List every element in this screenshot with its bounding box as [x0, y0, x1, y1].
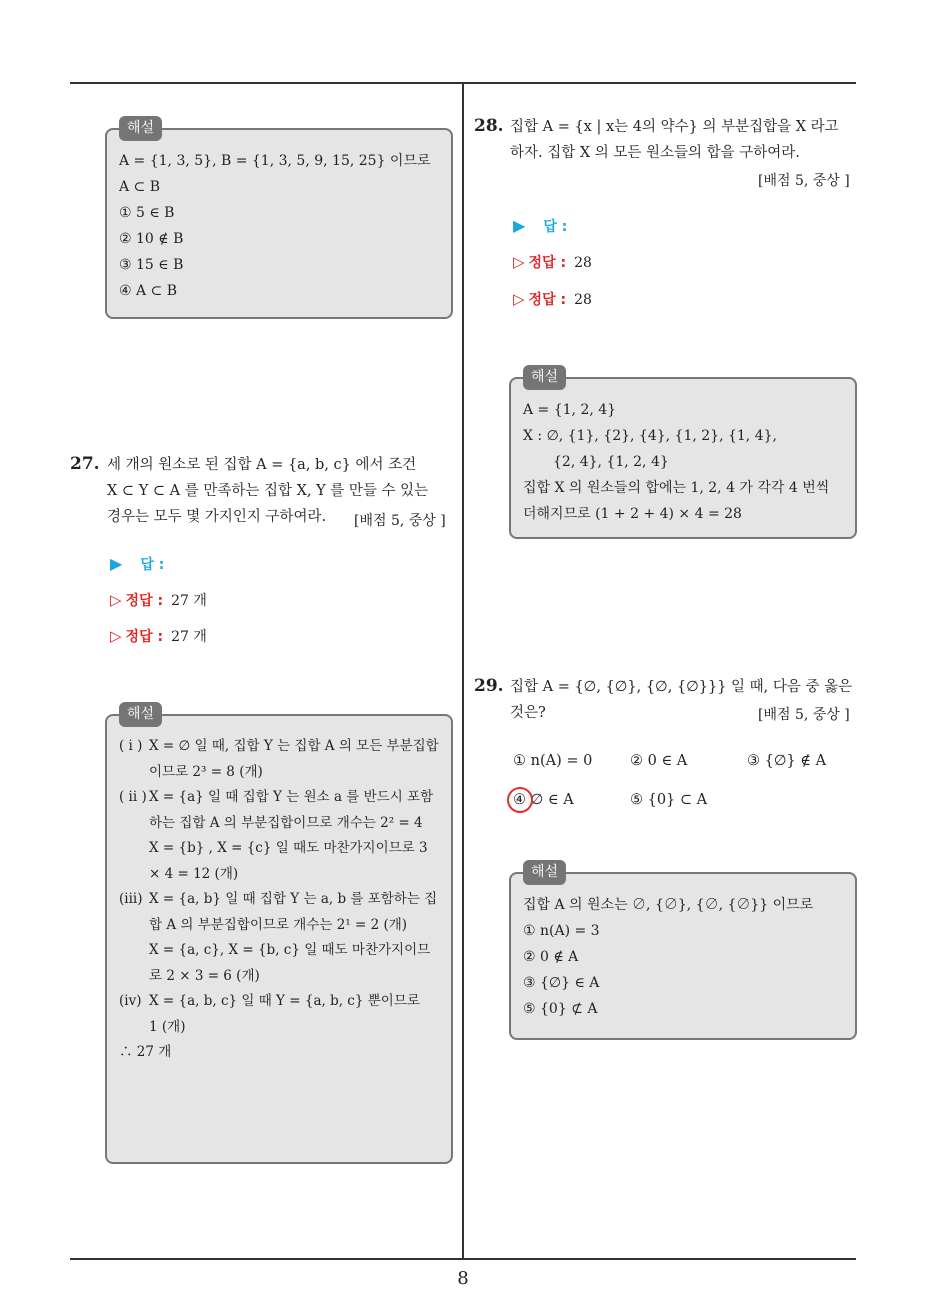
solution-line: {2, 4}, {1, 2, 4} — [553, 454, 669, 470]
correct-answer-line — [513, 252, 592, 273]
solution-line: 더해지므로 (1 + 2 + 4) × 4 = 28 — [523, 506, 742, 522]
correct-label: 정답 : — [528, 292, 567, 308]
solution-tag: 해설 — [119, 702, 162, 727]
item-text: X = {a, b} 일 때 집합 Y 는 a, b 를 포함하는 집합 A 의 부분집합이므로 개수는 2¹ = 2 (개) — [149, 891, 438, 933]
solution-line: ③ 15 ∈ B — [119, 257, 184, 273]
correct-value: 27 개 — [171, 593, 207, 609]
item-label: ( ii ) — [119, 789, 147, 805]
solution-line: A ⊂ B — [119, 179, 161, 195]
page-number: 8 — [457, 1268, 469, 1289]
correct-answer-line — [110, 590, 207, 611]
triangle-outline-icon: ▷ — [513, 290, 525, 308]
solution-item — [119, 734, 439, 785]
solution-line: ② 10 ∉ B — [119, 231, 184, 247]
question-meta: [배점 5, 중상 ] — [758, 707, 850, 723]
question-meta: [배점 5, 중상 ] — [758, 173, 850, 189]
solution-line: X : ∅, {1}, {2}, {4}, {1, 2}, {1, 4}, — [523, 428, 777, 444]
selected-answer-circle — [507, 787, 533, 813]
item-label: (iii) — [119, 891, 143, 907]
correct-value: 28 — [574, 292, 592, 308]
solution-item: X = {a, c}, X = {b, c} 일 때도 마찬가지이므로 2 × 3 = 6 (개) — [149, 942, 431, 984]
correct-answer-line — [513, 289, 592, 310]
item-label: ( i ) — [119, 738, 143, 754]
item-text: X = {a, b, c} 일 때 Y = {a, b, c} 뿐이므로 — [149, 993, 420, 1009]
correct-label: 정답 : — [125, 629, 164, 645]
option-2[interactable]: ② 0 ∈ A — [630, 753, 688, 769]
solution-box-29 — [509, 864, 857, 1040]
column-divider — [462, 84, 464, 1260]
solution-item: 1 (개) — [149, 1018, 186, 1035]
triangle-outline-icon: ▷ — [110, 627, 122, 645]
question-28-text — [510, 114, 856, 166]
question-line: X ⊂ Y ⊂ A 를 만족하는 집합 X, Y 를 만들 수 있는 — [107, 483, 429, 499]
solution-box-26 — [105, 120, 453, 319]
item-label: (iv) — [119, 993, 142, 1009]
option-3[interactable]: ③ {∅} ∉ A — [747, 753, 827, 769]
question-number: 27. — [70, 454, 100, 474]
question-meta: [배점 5, 중상 ] — [354, 513, 446, 529]
solution-line: ④ A ⊂ B — [119, 283, 178, 299]
solution-item — [119, 887, 439, 938]
answer-input-line[interactable] — [513, 216, 567, 237]
question-line: 경우는 모두 몇 가지인지 구하여라. — [107, 509, 327, 525]
answer-label: 답 : — [543, 219, 568, 235]
correct-label: 정답 : — [528, 255, 567, 271]
answer-input-line[interactable] — [110, 554, 164, 575]
solution-tag: 해설 — [523, 860, 566, 885]
correct-label: 정답 : — [125, 593, 164, 609]
solution-box-27 — [105, 706, 453, 1164]
option-1[interactable]: ① n(A) = 0 — [513, 753, 593, 769]
bottom-rule — [70, 1258, 856, 1260]
option-4[interactable]: ④ ∅ ∈ A — [513, 792, 574, 808]
item-text: X = {a} 일 때 집합 Y 는 원소 a 를 반드시 포함하는 집합 A 의 부분집합이므로 개수는 2² = 4 — [149, 789, 434, 831]
solution-box-28 — [509, 369, 857, 539]
solution-item: X = {b} , X = {c} 일 때도 마찬가지이므로 3 × 4 = 12 (개) — [149, 840, 428, 882]
solution-line: 집합 A 의 원소는 ∅, {∅}, {∅, {∅}} 이므로 — [523, 897, 814, 913]
solution-line: A = {1, 3, 5}, B = {1, 3, 5, 9, 15, 25} 이므로 — [119, 153, 431, 169]
solution-item — [119, 785, 439, 836]
triangle-outline-icon: ▷ — [110, 591, 122, 609]
question-number: 28. — [474, 116, 504, 136]
correct-value: 27 개 — [171, 629, 207, 645]
play-icon: ▶ — [513, 216, 526, 235]
triangle-outline-icon: ▷ — [513, 253, 525, 271]
question-line: 집합 A = {∅, {∅}, {∅, {∅}}} 일 때, 다음 중 옳은 — [510, 679, 853, 695]
question-line: 집합 A = {x | x는 4의 약수} 의 부분집합을 X 라고 — [510, 119, 839, 135]
solution-line: ① 5 ∈ B — [119, 205, 175, 221]
solution-tag: 해설 — [119, 116, 162, 141]
solution-conclusion: ∴ 27 개 — [119, 1044, 172, 1060]
solution-line: A = {1, 2, 4} — [523, 402, 617, 418]
solution-line: 집합 X 의 원소들의 합에는 1, 2, 4 가 각각 4 번씩 — [523, 480, 830, 496]
question-line: 것은? — [510, 705, 546, 721]
correct-answer-line — [110, 626, 207, 647]
question-line: 세 개의 원소로 된 집합 A = {a, b, c} 에서 조건 — [107, 457, 417, 473]
solution-tag: 해설 — [523, 365, 566, 390]
option-5[interactable]: ⑤ {0} ⊂ A — [630, 792, 708, 808]
question-line: 하자. 집합 X 의 모든 원소들의 합을 구하여라. — [510, 145, 800, 161]
question-number: 29. — [474, 676, 504, 696]
solution-line: ③ {∅} ∈ A — [523, 975, 600, 991]
solution-line: ① n(A) = 3 — [523, 923, 600, 939]
correct-value: 28 — [574, 255, 592, 271]
solution-line: ② 0 ∉ A — [523, 949, 579, 965]
solution-line: ⑤ {0} ⊄ A — [523, 1001, 598, 1017]
item-text: X = ∅ 일 때, 집합 Y 는 집합 A 의 모든 부분집합이므로 2³ = 8 (개) — [149, 738, 439, 780]
solution-item — [119, 989, 439, 1015]
answer-label: 답 : — [140, 557, 165, 573]
play-icon: ▶ — [110, 554, 123, 573]
